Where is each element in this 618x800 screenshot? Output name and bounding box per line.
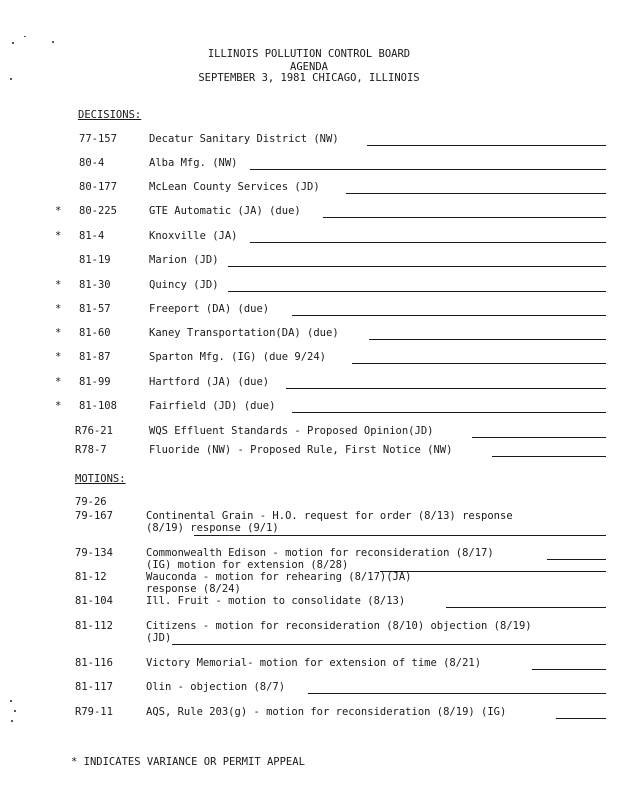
decisions-heading: DECISIONS: — [78, 109, 142, 121]
case-number: 81-99 — [79, 376, 111, 388]
case-number: 81-60 — [79, 327, 111, 339]
motions-heading: MOTIONS: — [75, 473, 126, 485]
case-number: R76-21 — [75, 425, 113, 437]
variance-marker: * — [55, 279, 62, 291]
case-number: 80-4 — [79, 157, 105, 169]
decision-description: Quincy (JD) — [149, 279, 219, 291]
motion-line: (JD) — [146, 632, 172, 644]
scan-speck — [10, 78, 12, 80]
case-number: R78-7 — [75, 444, 107, 456]
variance-marker: * — [55, 376, 62, 388]
motion-line: AQS, Rule 203(g) - motion for reconsideration (8/19) (IG) — [146, 706, 507, 718]
decision-description: Alba Mfg. (NW) — [149, 157, 238, 169]
variance-marker: * — [55, 327, 62, 339]
variance-marker: * — [55, 205, 62, 217]
motion-line: (8/19) response (9/1) — [146, 522, 279, 534]
motion-case-number: R79-11 — [75, 706, 113, 718]
case-number: 81-87 — [79, 351, 111, 363]
decision-description: Kaney Transportation(DA) (due) — [149, 327, 339, 339]
motion-line: Citizens - motion for reconsideration (8/10) objection (8/19) — [146, 620, 532, 632]
motion-line: Olin - objection (8/7) — [146, 681, 286, 693]
case-number: 80-225 — [79, 205, 117, 217]
motion-case-number: 79-167 — [75, 510, 113, 522]
case-number: 81-4 — [79, 230, 105, 242]
board-title: ILLINOIS POLLUTION CONTROL BOARD — [207, 48, 411, 60]
agenda-title: AGENDA — [290, 61, 328, 73]
decision-description: Fluoride (NW) - Proposed Rule, First Notice (NW) — [149, 444, 453, 456]
case-number: 81-30 — [79, 279, 111, 291]
decision-description: Knoxville (JA) — [149, 230, 238, 242]
meeting-date-location: SEPTEMBER 3, 1981 CHICAGO, ILLINOIS — [198, 72, 420, 84]
footnote: * INDICATES VARIANCE OR PERMIT APPEAL — [71, 756, 305, 768]
decision-description: Sparton Mfg. (IG) (due 9/24) — [149, 351, 327, 363]
decision-description: Hartford (JA) (due) — [149, 376, 270, 388]
motion-line: (IG) motion for extension (8/28) — [146, 559, 349, 571]
variance-marker: * — [55, 351, 62, 363]
decision-description: GTE Automatic (JA) (due) — [149, 205, 301, 217]
variance-marker: * — [55, 303, 62, 315]
case-number: 77-157 — [79, 133, 117, 145]
motion-case-number: 81-116 — [75, 657, 113, 669]
motion-line: Ill. Fruit - motion to consolidate (8/13) — [146, 595, 406, 607]
motion-line: Continental Grain - H.O. request for order (8/13) response — [146, 510, 513, 522]
scan-speck — [12, 42, 14, 44]
motion-line: response (8/24) — [146, 583, 241, 595]
motion-case-number: 79-134 — [75, 547, 113, 559]
decision-description: Marion (JD) — [149, 254, 219, 266]
scan-speck — [52, 41, 54, 43]
scan-speck — [14, 710, 16, 712]
variance-marker: * — [55, 400, 62, 412]
case-number: 80-177 — [79, 181, 117, 193]
motion-case-number: 81-12 — [75, 571, 107, 583]
case-number: 81-57 — [79, 303, 111, 315]
motion-line: Commonwealth Edison - motion for reconsideration (8/17) — [146, 547, 494, 559]
motion-line: Victory Memorial- motion for extension of time (8/21) — [146, 657, 482, 669]
decision-description: McLean County Services (JD) — [149, 181, 320, 193]
motion-case-number: 81-117 — [75, 681, 113, 693]
case-number: 81-108 — [79, 400, 117, 412]
motion-line: Wauconda - motion for rehearing (8/17)(JA) — [146, 571, 412, 583]
scan-speck — [10, 700, 12, 702]
motion-case-number: 81-112 — [75, 620, 113, 632]
decision-description: Freeport (DA) (due) — [149, 303, 270, 315]
decision-description: WQS Effluent Standards - Proposed Opinion(JD) — [149, 425, 434, 437]
case-number: 81-19 — [79, 254, 111, 266]
decision-description: Decatur Sanitary District (NW) — [149, 133, 339, 145]
decision-description: Fairfield (JD) (due) — [149, 400, 276, 412]
scan-speck — [24, 36, 26, 37]
motion-case-number: 79-26 — [75, 496, 107, 508]
variance-marker: * — [55, 230, 62, 242]
motion-case-number: 81-104 — [75, 595, 113, 607]
scan-speck — [11, 720, 13, 722]
